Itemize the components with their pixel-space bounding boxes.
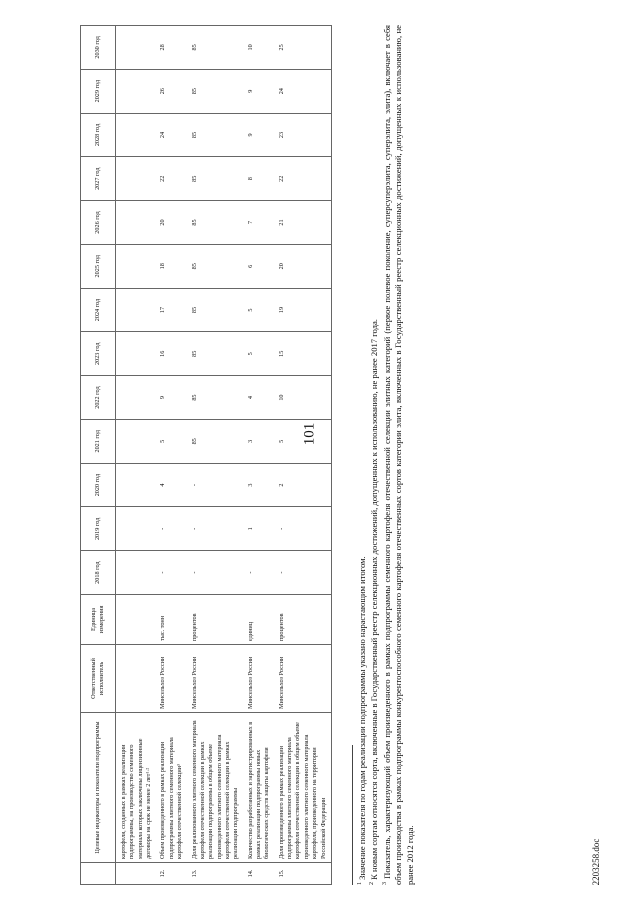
page-number: 101 [301,422,318,446]
year-value: 85 [188,26,244,70]
column-header: Единица измерения [81,595,116,645]
year-value [116,26,157,70]
year-value: 20 [275,244,332,288]
year-value: 25 [275,26,332,70]
year-value [116,244,157,288]
year-value [116,332,157,376]
footnotes [352,25,417,885]
indicator-name: Объем произведенного в рамках реализации подпрограммы элитного семенного материала картофеля отечественной селекции³ [156,713,187,863]
table-header-row [81,26,116,885]
year-value: 26 [156,69,187,113]
year-value [116,288,157,332]
table-row [116,26,157,885]
footnote-divider [352,745,353,885]
indicator-name: Доля произведенного в рамках реализации подпрограммы элитного семенного материала картофеля отечественной селекции в общем объеме произведенного элитного семенного материала картофеля, произведенного на территории Российской Федерации [275,713,332,863]
year-value: 85 [188,288,244,332]
year-value [116,463,157,507]
year-value: 5 [244,288,275,332]
unit-of-measure: единиц [244,595,275,645]
year-value: 5 [275,419,332,463]
year-value: 9 [244,113,275,157]
table-row [275,26,332,885]
year-value [116,113,157,157]
document-id: 2203258.doc [591,838,601,886]
column-header: Ответственный исполнитель [81,645,116,713]
year-value: 2 [275,463,332,507]
column-header: 2024 год [81,288,116,332]
year-value [116,157,157,201]
column-header: 2023 год [81,332,116,376]
year-value: 5 [244,332,275,376]
table-body [116,26,332,885]
column-header: 2028 год [81,113,116,157]
indicator-name: Доля реализованного элитного семенного материала картофеля отечественной селекции в рамках реализации подпрограммы в общем объеме произведенного элитного семенного материала картофеля отечественной селекции в рамках реализации подпрограммы [188,713,244,863]
year-value: 21 [275,201,332,245]
year-value: - [188,551,244,595]
year-value: 22 [156,157,187,201]
year-value [116,507,157,551]
year-value: 9 [156,376,187,420]
year-value: 4 [244,376,275,420]
row-number [116,863,157,885]
footnote-mark: 1 [356,882,363,885]
indicator-name: картофеля, созданных в рамках реализации подпрограммы, на производство семенного материала которых заключены лицензионные договоры на срок не менее 2 лет¹·² [116,713,157,863]
year-value: 23 [275,113,332,157]
year-value: 18 [156,244,187,288]
footnote-text: Значение показателя по годам реализации подпрограммы указано нарастающим итогом. [356,556,367,882]
column-header: Целевые индикаторы и показатели подпрограммы [81,713,116,863]
year-value: 9 [244,69,275,113]
column-header: 2029 год [81,69,116,113]
column-header: 2030 год [81,26,116,70]
year-value: 85 [188,69,244,113]
indicator-name: Количество разработанных и зарегистрированных в рамках реализации подпрограммы новых биологических средств защиты картофеля [244,713,275,863]
column-header: 2019 год [81,507,116,551]
year-value: - [156,507,187,551]
year-value: 85 [188,419,244,463]
row-number: 15. [275,863,332,885]
column-header: 2025 год [81,244,116,288]
responsible-executor [116,645,157,713]
footnote [356,25,368,885]
year-value: 10 [244,26,275,70]
row-number: 13. [188,863,244,885]
column-header: 2026 год [81,201,116,245]
year-value: 8 [244,157,275,201]
year-value: - [188,463,244,507]
column-header: 2022 год [81,376,116,420]
year-value: 1 [244,507,275,551]
year-value: 24 [275,69,332,113]
year-value: - [156,551,187,595]
year-value: 16 [156,332,187,376]
year-value: 4 [156,463,187,507]
footnote [381,25,417,885]
year-value: 28 [156,26,187,70]
column-header: 2018 год [81,551,116,595]
year-value: 85 [188,332,244,376]
column-header: 2020 год [81,463,116,507]
footnote-text: Показатель, характеризующий объем произведенного в рамках подпрограммы семенного картофеля отечественной селекции элитных категорий (первое полевое поколение, суперсуперэлита, суперэлита, элита), включает в себя объем производства в рамках подпрограммы конкурентоспособного семенного картофеля отечественных сортов категории элита, включенных в Государственный реестр селекционных достижений, допущенных к использованию, не ранее 2012 года. [381,25,415,885]
year-value: 17 [156,288,187,332]
year-value: 6 [244,244,275,288]
year-value: 22 [275,157,332,201]
unit-of-measure: процентов [188,595,244,645]
column-header [81,863,116,885]
year-value: 85 [188,244,244,288]
responsible-executor: Минсельхоз России [244,645,275,713]
responsible-executor: Минсельхоз России [275,645,332,713]
table-row [244,26,275,885]
row-number: 14. [244,863,275,885]
year-value: 3 [244,463,275,507]
year-value: - [275,551,332,595]
year-value: 7 [244,201,275,245]
column-header: 2021 год [81,419,116,463]
footnote-text: К новым сортам относятся сорта, включенные в Государственный реестр селекционных достижений, допущенных к использованию, не ранее 2017 года. [369,319,380,882]
year-value [116,551,157,595]
year-value: 85 [188,157,244,201]
year-value: - [244,551,275,595]
rotated-page-content [80,25,580,885]
footnote-mark: 3 [381,882,388,885]
year-value: 3 [244,419,275,463]
year-value: 85 [188,201,244,245]
year-value: - [275,507,332,551]
indicators-table [80,25,332,885]
year-value: 85 [188,113,244,157]
unit-of-measure [116,595,157,645]
table-row [156,26,187,885]
year-value: 85 [188,376,244,420]
footnote-mark: 2 [369,882,376,885]
column-header: 2027 год [81,157,116,201]
year-value [116,419,157,463]
year-value [116,69,157,113]
year-value: 5 [156,419,187,463]
table-row [188,26,244,885]
year-value: 19 [275,288,332,332]
row-number: 12. [156,863,187,885]
year-value: - [188,507,244,551]
year-value: 10 [275,376,332,420]
year-value: 15 [275,332,332,376]
year-value: 20 [156,201,187,245]
year-value: 24 [156,113,187,157]
unit-of-measure: процентов [275,595,332,645]
year-value [116,201,157,245]
year-value [116,376,157,420]
responsible-executor: Минсельхоз России [188,645,244,713]
unit-of-measure: тыс. тонн [156,595,187,645]
footnote [368,25,380,885]
responsible-executor: Минсельхоз России [156,645,187,713]
